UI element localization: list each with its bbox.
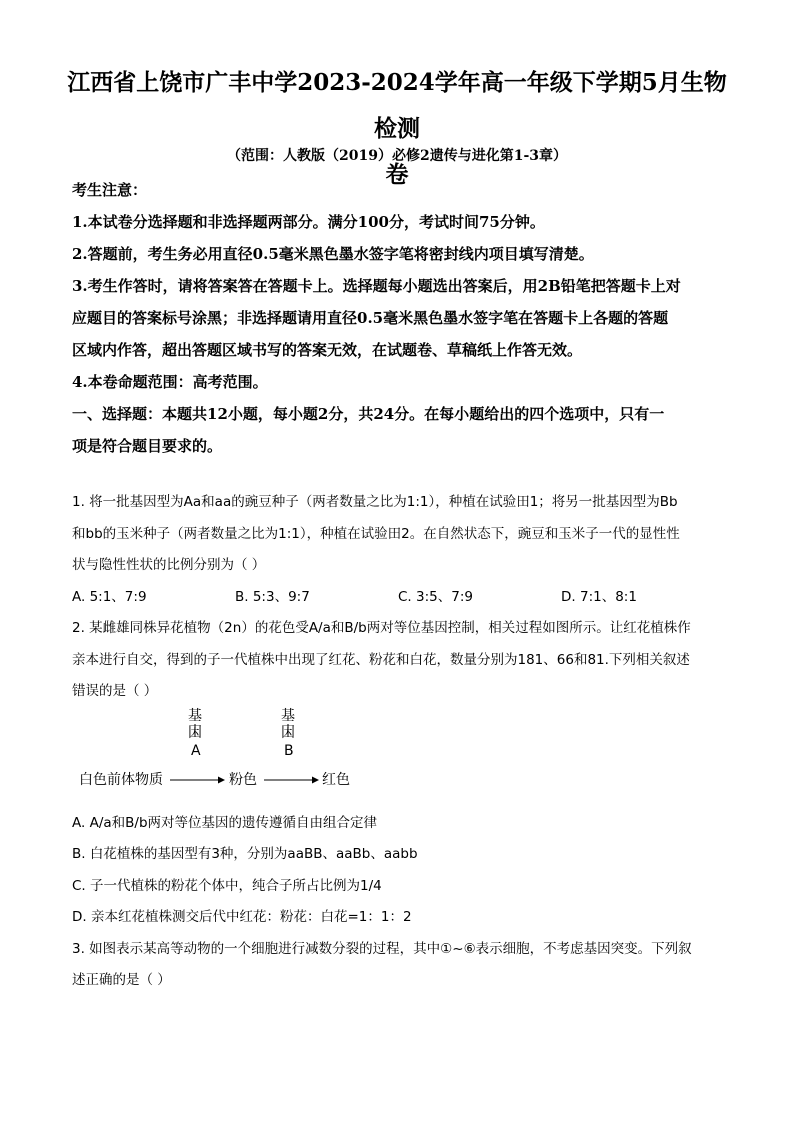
exam-scope: （范围：人教版（2019）必修2遗传与进化第1-3章） bbox=[227, 148, 567, 164]
option-a: A. 5:1、7:9 bbox=[72, 588, 147, 605]
red-label: 红色 bbox=[322, 771, 350, 788]
note-item: 1.本试卷分选择题和非选择题两部分。满分100分，考试时间75分钟。 bbox=[72, 213, 545, 231]
note-item: 区域内作答，超出答题区域书写的答案无效，在试题卷、草稿纸上作答无效。 bbox=[72, 341, 583, 359]
pathway-arrows bbox=[72, 708, 724, 808]
question-1-options bbox=[72, 582, 724, 614]
question-text-line: 亲本进行自交，得到的子一代植株中出现了红花、粉花和白花，数量分别为181、66和81.下列相关叙述 bbox=[72, 651, 690, 668]
gene-b-char: 因 bbox=[281, 724, 295, 741]
option-d: D. 7:1、8:1 bbox=[561, 588, 637, 605]
section-heading-line-1: 一、选择题：本题共12小题，每小题2分，共24分。在每小题给出的四个选项中，只有一 bbox=[72, 405, 665, 423]
gene-a-char: 因 bbox=[188, 724, 202, 741]
pink-label: 粉色 bbox=[229, 771, 257, 788]
gene-b-char: 基 bbox=[281, 707, 295, 724]
question-text-line: 和bb的玉米种子（两者数量之比为1:1），种植在试验田2。在自然状态下，豌豆和玉米子一代的显性性 bbox=[72, 525, 680, 542]
question-text-line: 1. 将一批基因型为Aa和aa的豌豆种子（两者数量之比为1:1），种植在试验田1；将另一批基因型为Bb bbox=[72, 494, 678, 510]
option-c: C. 子一代植株的粉花个体中，纯合子所占比例为1/4 bbox=[72, 877, 382, 894]
note-item: 4.本卷命题范围：高考范围。 bbox=[72, 373, 268, 391]
option-c: C. 3:5、7:9 bbox=[398, 588, 473, 605]
section-heading-line-2: 项是符合题目要求的。 bbox=[72, 437, 223, 455]
gene-b-label: B bbox=[284, 742, 294, 759]
question-1 bbox=[72, 487, 724, 613]
note-item: 3.考生作答时，请将答案答在答题卡上。选择题每小题选出答案后，用2B铅笔把答题卡上对 bbox=[72, 277, 681, 295]
option-a: A. A/a和B/b两对等位基因的遗传遵循自由组合定律 bbox=[72, 814, 378, 831]
note-item: 应题目的答案标号涂黑；非选择题请用直径0.5毫米黑色墨水签字笔在答题卡上各题的答题 bbox=[72, 309, 669, 327]
substrate-label: 白色前体物质 bbox=[79, 771, 163, 788]
question-3 bbox=[72, 934, 724, 997]
question-text-line: 3. 如图表示某高等动物的一个细胞进行减数分裂的过程，其中①~⑥表示细胞，不考虑基因突变。下列叙 bbox=[72, 940, 692, 957]
question-text-line: 错误的是（ ） bbox=[72, 683, 158, 699]
exam-notes bbox=[72, 174, 724, 462]
title-line-2: 卷 bbox=[385, 161, 409, 188]
gene-a-char: 基 bbox=[188, 707, 202, 724]
gene-pathway-diagram bbox=[72, 708, 724, 808]
option-d: D. 亲本红花植株测交后代中红花：粉花：白花=1：1：2 bbox=[72, 909, 412, 925]
question-text-line: 述正确的是（ ） bbox=[72, 972, 171, 988]
question-text-line: 状与隐性性状的比例分别为（ ） bbox=[72, 557, 266, 573]
questions bbox=[72, 487, 724, 997]
notes-heading: 考生注意： bbox=[72, 181, 148, 199]
option-b: B. 白花植株的基因型有3种，分别为aaBB、aaBb、aabb bbox=[72, 846, 418, 862]
title-line-1: 江西省上饶市广丰中学2023-2024学年高一年级下学期5月生物检测 bbox=[67, 69, 727, 142]
note-item: 2.答题前，考生务必用直径0.5毫米黑色墨水签字笔将密封线内项目填写清楚。 bbox=[72, 245, 594, 263]
gene-a-label: A bbox=[191, 742, 201, 759]
question-2 bbox=[72, 613, 724, 934]
question-text-line: 2. 某雌雄同株异花植物（2n）的花色受A/a和B/b两对等位基因控制，相关过程如图所示。让红花植株作 bbox=[72, 620, 691, 636]
option-b: B. 5:3、9:7 bbox=[235, 588, 310, 605]
